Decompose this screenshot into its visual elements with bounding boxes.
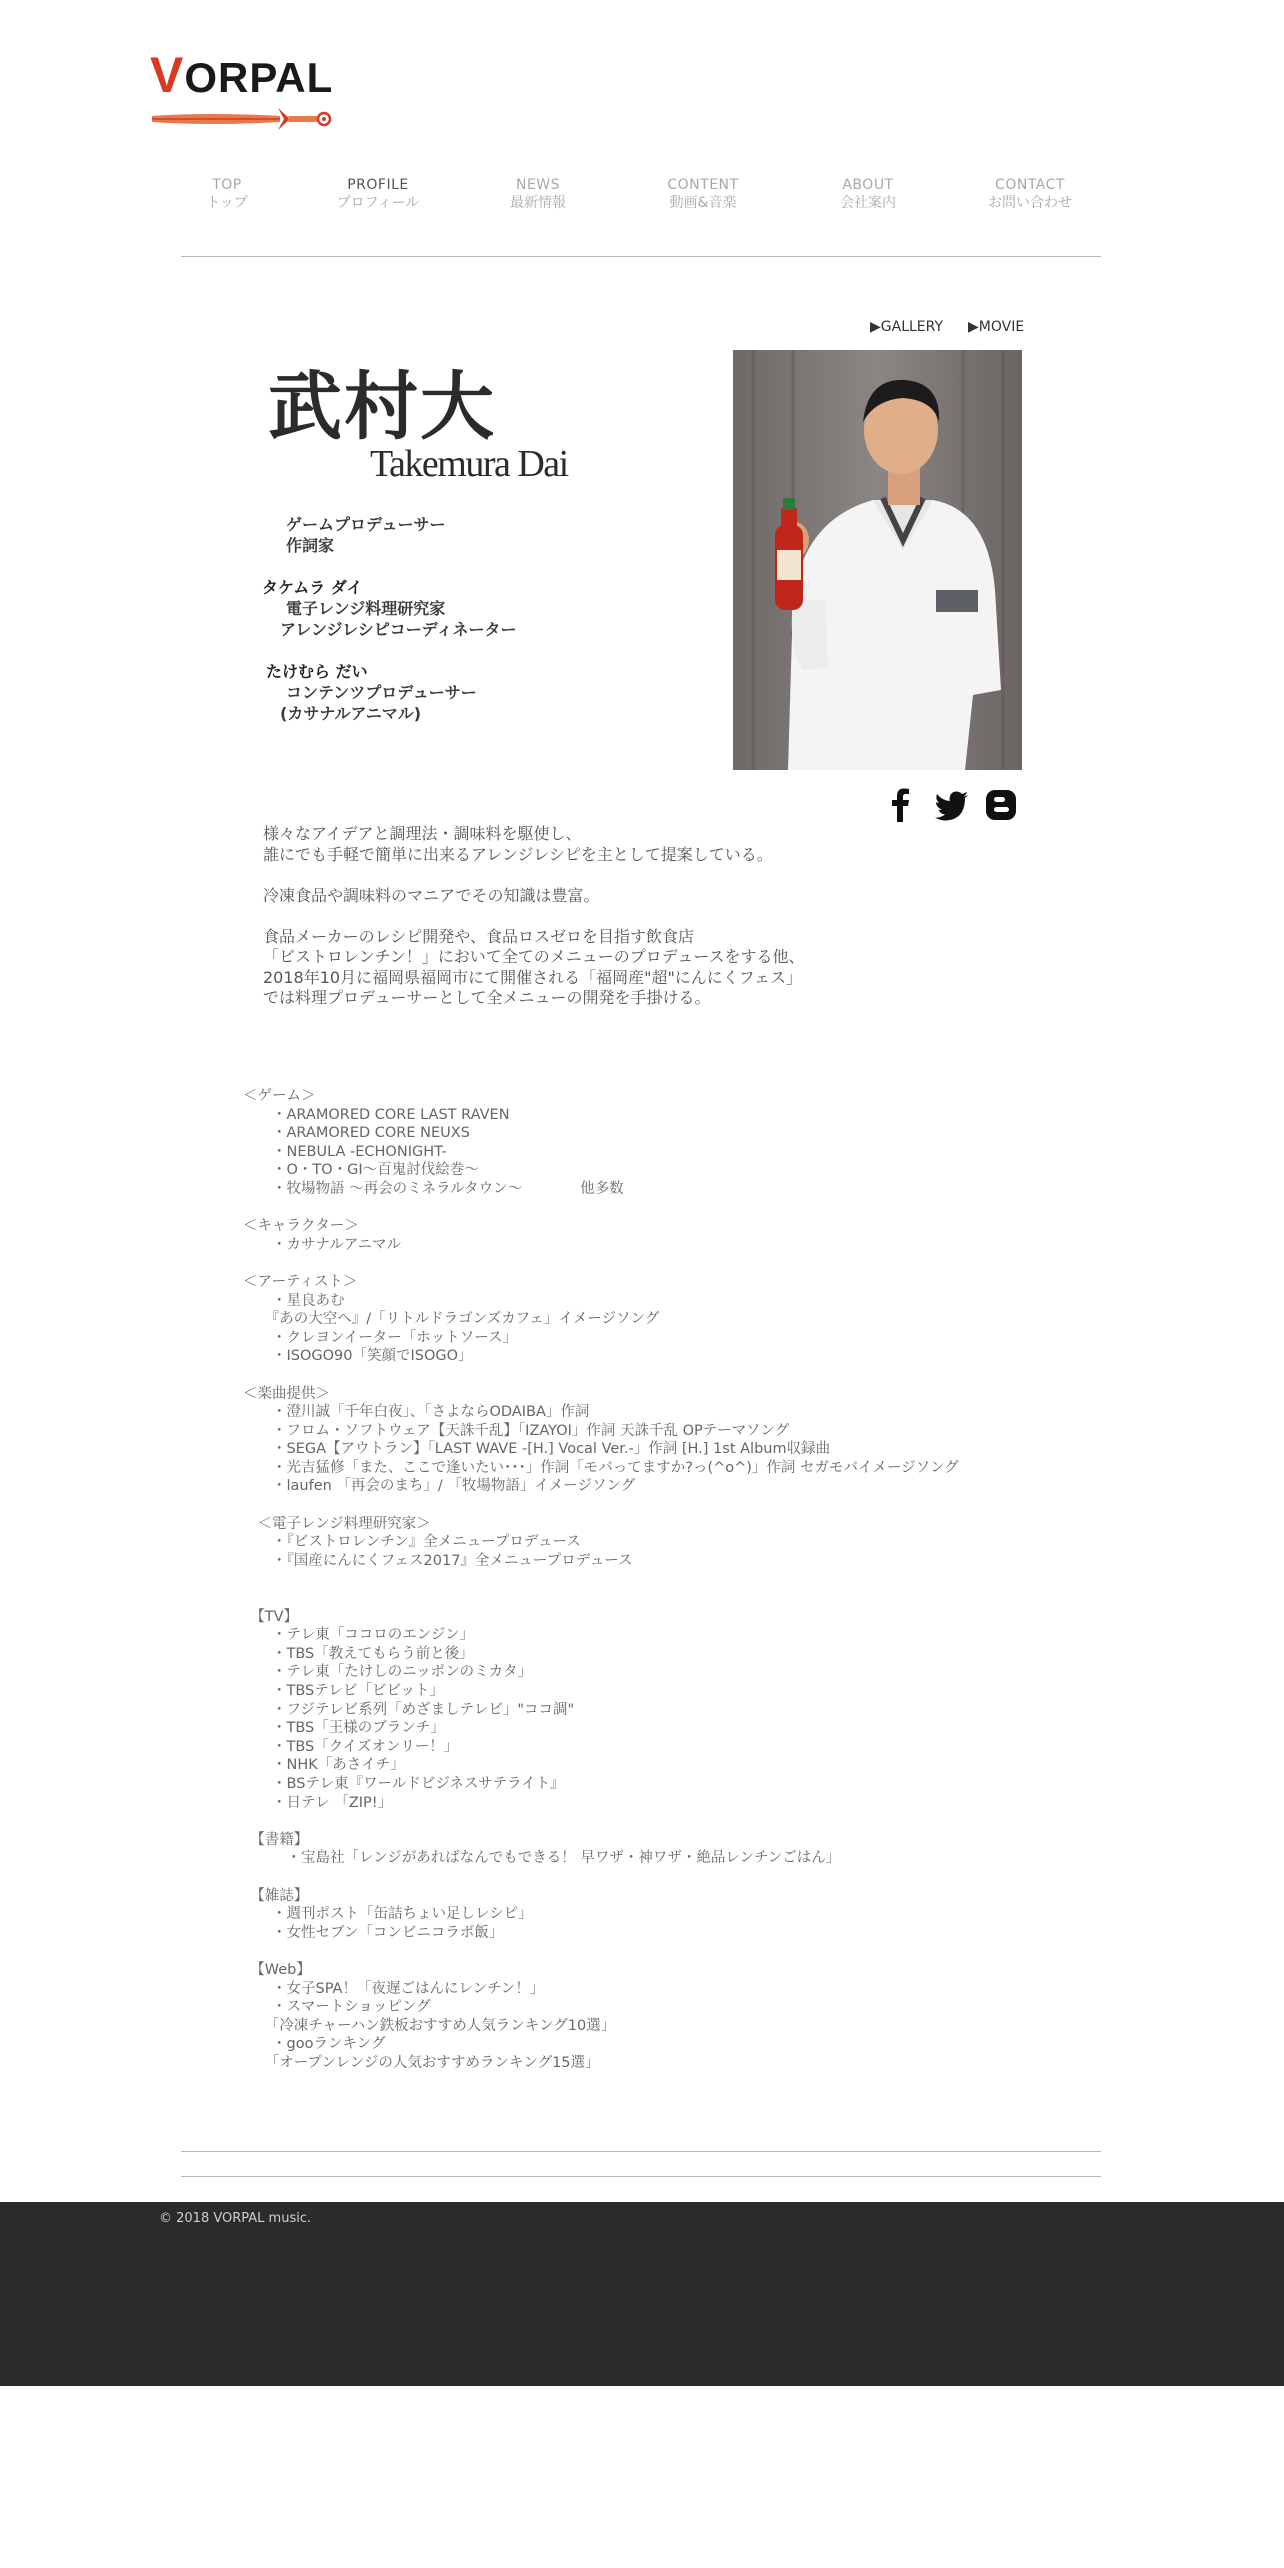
works-line: 【書籍】: [243, 1831, 309, 1848]
works-line: ・スマートショッピング: [243, 1999, 431, 2016]
works-line: ・ISOGO90「笑顔でISOGO」: [243, 1348, 473, 1365]
works-line: ・O・TO・GI〜百鬼討伐絵巻〜: [243, 1162, 479, 1179]
works-line: 『あの大空へ』/「リトルドラゴンズカフェ」イメージソング: [243, 1311, 660, 1328]
role-item: コンテンツプロデューサー: [286, 683, 477, 702]
works-line: ・ARAMORED CORE NEUXS: [243, 1125, 470, 1142]
works-line: [243, 1496, 959, 1515]
works-line: ・光吉猛修「また、ここで逢いたい･･･」作詞「モバってますか?っ(^o^)」作詞 セガモバイメージソング: [243, 1459, 959, 1476]
role-item: アレンジレシピコーディネーター: [280, 620, 517, 639]
content-divider-bottom: [181, 2176, 1101, 2177]
works-line: [243, 1366, 959, 1385]
works-line: ＜アーティスト＞: [243, 1273, 358, 1290]
works-line: ・テレ東「たけしのニッポンのミカタ」: [243, 1664, 533, 1681]
works-line: ・NHK「あさイチ」: [243, 1757, 405, 1774]
works-line: [243, 1868, 959, 1887]
profile-photo: [733, 350, 1022, 770]
works-line: ・gooランキング: [243, 2036, 386, 2053]
works-line: ・牧場物語 〜再会のミネラルタウン〜 他多数: [243, 1180, 624, 1197]
works-line: ・『ビストロレンチン』全メニュープロデュース: [243, 1534, 581, 1551]
works-line: ・星良あむ: [243, 1292, 345, 1309]
works-line: 「オープンレンジの人気おすすめランキング15選」: [243, 2054, 600, 2071]
nav-about[interactable]: ABOUT 会社案内: [840, 177, 896, 211]
copyright-text: © 2018 VORPAL music.: [159, 2211, 312, 2226]
works-line: ・TBS「教えてもらう前と後」: [243, 1645, 474, 1662]
works-list: [243, 1087, 959, 2072]
twitter-icon[interactable]: [934, 788, 970, 822]
works-line: ・BSテレ東『ワールドビジネスサテライト』: [243, 1775, 565, 1792]
content-divider-top: [181, 2151, 1101, 2152]
works-line: ・女性セブン「コンビニコラボ飯」: [243, 1924, 504, 1941]
role-heading: タケムラ ダイ: [262, 578, 363, 597]
nav-contact[interactable]: CONTACT お問い合わせ: [988, 177, 1072, 211]
name-japanese: 武村大: [268, 364, 496, 450]
facebook-icon[interactable]: [886, 788, 916, 822]
works-line: ・ARAMORED CORE LAST RAVEN: [243, 1106, 510, 1123]
sword-icon: [150, 102, 360, 136]
works-line: [243, 1570, 959, 1589]
nav-top[interactable]: TOP トップ: [206, 177, 248, 211]
works-line: ＜電子レンジ料理研究家＞: [243, 1515, 431, 1532]
role-item: 作詞家: [286, 536, 335, 555]
works-line: 【雑誌】: [243, 1887, 309, 1904]
vorpal-logo[interactable]: [150, 47, 360, 125]
works-line: ・フジテレビ系列「めざましテレビ」"ココ調": [243, 1701, 575, 1718]
works-line: ・澄川誠「千年白夜」、「さよならODAIBA」作詞: [243, 1404, 590, 1421]
nav-news[interactable]: NEWS 最新情報: [510, 177, 566, 211]
works-line: [243, 1254, 959, 1273]
works-line: ・テレ東「ココロのエンジン」: [243, 1627, 474, 1644]
works-line: [243, 1812, 959, 1831]
works-line: ・SEGA【アウトラン】「LAST WAVE -[H.] Vocal Ver.-」作詞 [H.] 1st Album収録曲: [243, 1441, 831, 1458]
works-line: ・『国産にんにくフェス2017』全メニュープロデュース: [243, 1552, 633, 1569]
site-footer: [0, 2202, 1284, 2386]
works-line: ・日テレ 「ZIP!」: [243, 1794, 393, 1811]
role-item: ゲームプロデューサー: [286, 515, 446, 534]
works-line: ・クレヨンイーター「ホットソース」: [243, 1329, 518, 1346]
works-line: 【Web】: [243, 1961, 311, 1978]
works-line: ＜キャラクター＞: [243, 1218, 359, 1235]
chef-portrait-image: [733, 350, 1022, 770]
roles-list: [262, 514, 516, 724]
works-line: [243, 1942, 959, 1961]
works-line: [243, 1589, 959, 1608]
blogger-icon[interactable]: [985, 788, 1017, 822]
nav-content[interactable]: CONTENT 動画&音楽: [667, 177, 739, 211]
works-line: ・女子SPA！「夜遅ごはんにレンチン！」: [243, 1980, 545, 1997]
works-line: [243, 1199, 959, 1218]
works-line: ・フロム・ソフトウェア【天誅千乱】「IZAYOI」作詞 天誅千乱 OPテーマソング: [243, 1422, 790, 1439]
role-item: (カサナルアニマル): [280, 704, 422, 723]
bio-paragraph: 様々なアイデアと調理法・調味料を駆使し、 誰にでも手軽で簡単に出来るアレンジレシピを主として提案している。: [263, 824, 773, 864]
main-nav: [180, 176, 1100, 216]
name-english: Takemura Dai: [370, 443, 568, 485]
works-line: ・カサナルアニマル: [243, 1236, 402, 1253]
works-line: ・laufen 「再会のまち」/ 「牧場物語」イメージソング: [243, 1478, 636, 1495]
movie-link[interactable]: ▶MOVIE: [968, 319, 1025, 335]
logo-wordmark: VORPAL: [150, 47, 334, 103]
works-line: ・宝島社「レンジがあればなんでもできる！ 早ワザ・神ワザ・絶品レンチンごはん」: [243, 1850, 841, 1867]
bio-paragraph: 冷凍食品や調味料のマニアでその知識は豊富。: [263, 885, 600, 905]
gallery-link[interactable]: ▶GALLERY: [870, 319, 944, 335]
works-line: ＜ゲーム＞: [243, 1088, 316, 1104]
works-line: 【TV】: [243, 1608, 299, 1625]
works-line: ・TBS「王様のブランチ」: [243, 1720, 445, 1737]
works-line: ・TBS「クイズオンリー！」: [243, 1738, 459, 1755]
bio-paragraph: 食品メーカーのレシピ開発や、食品ロスゼロを目指す飲食店 「ビストロレンチン！」において全てのメニューのプロデュースをする他、 2018年10月に福岡県福岡市にて開催される「福岡産"超"にんにくフェス」 では料理プロデューサーとして全メニューの開発を手掛ける。: [263, 926, 805, 1007]
works-line: ・週刊ポスト「缶詰ちょい足しレシピ」: [243, 1906, 533, 1923]
header-divider: [181, 256, 1101, 257]
role-item: 電子レンジ料理研究家: [286, 599, 446, 618]
role-heading: たけむら だい: [266, 662, 368, 681]
works-line: 「冷凍チャーハン鉄板おすすめ人気ランキング10選」: [243, 2017, 616, 2034]
works-line: ・TBSテレビ「ビビット」: [243, 1683, 444, 1699]
profile-bio: [263, 824, 805, 1029]
works-line: ・NEBULA -ECHONIGHT-: [243, 1143, 447, 1160]
works-line: ＜楽曲提供＞: [243, 1385, 330, 1402]
nav-profile[interactable]: PROFILE プロフィール: [336, 177, 420, 211]
